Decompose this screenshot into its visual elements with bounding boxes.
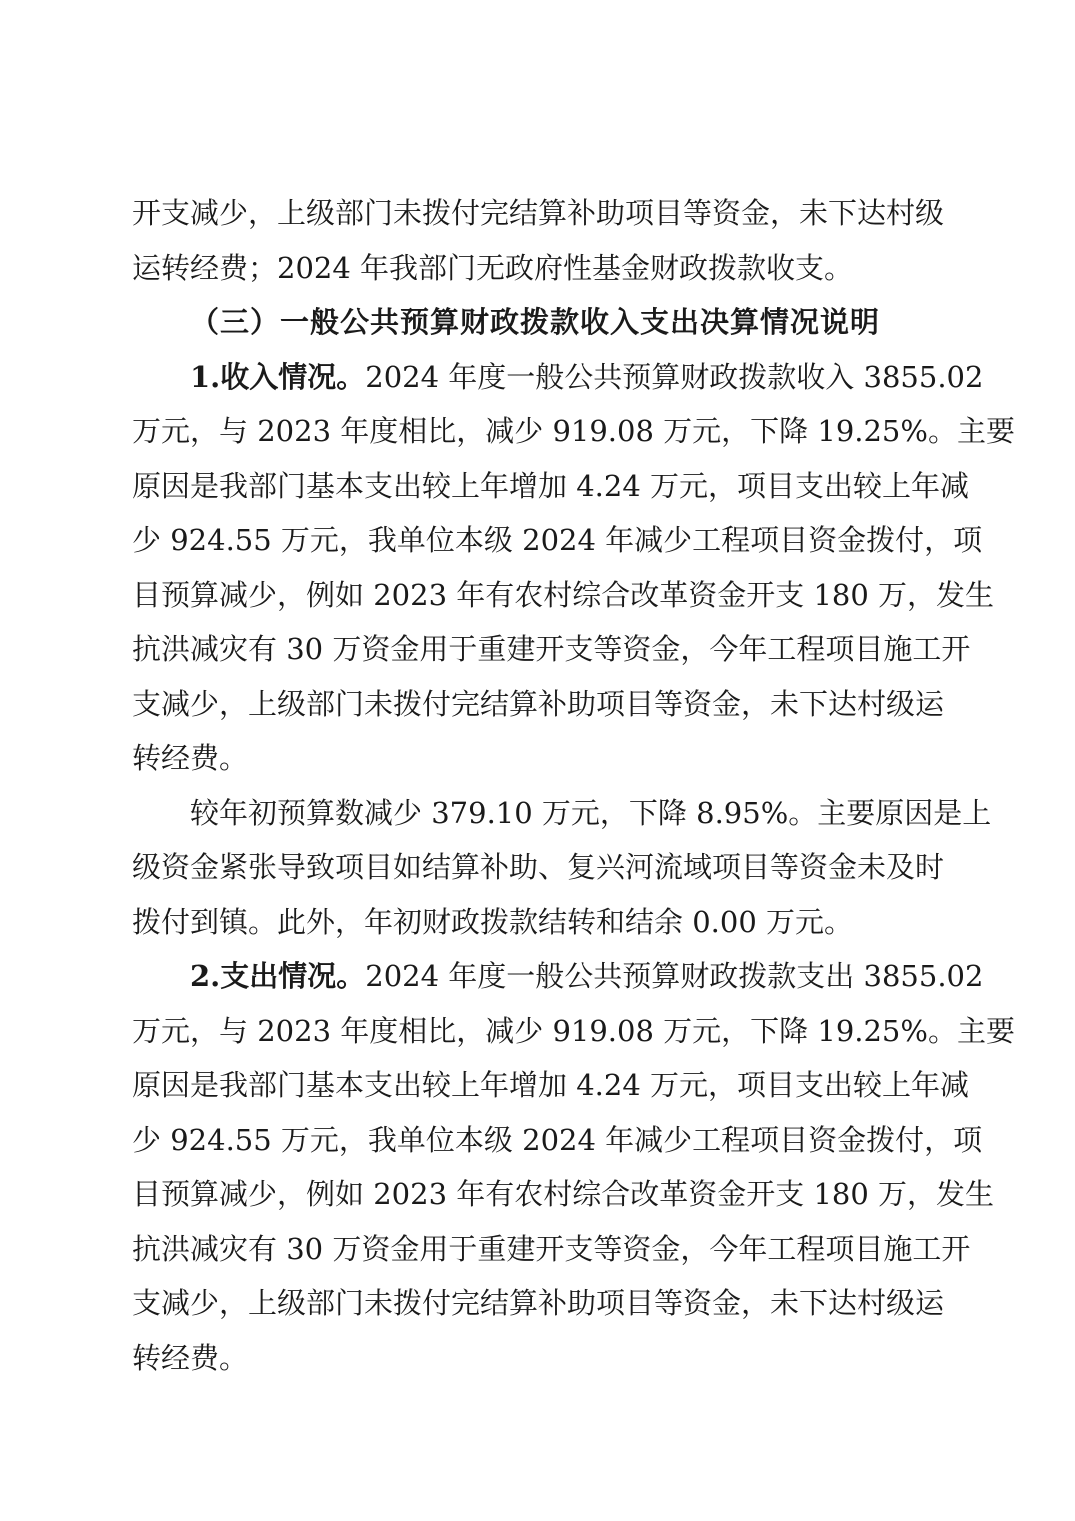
budget-compare-paragraph [132,786,992,950]
text-line: 拨付到镇。此外，年初财政拨款结转和结余 0.00 万元。 [132,904,854,939]
text-line: 万元，与 2023 年度相比，减少 919.08 万元，下降 19.25%。主要 [132,1013,1015,1048]
text-line: 支减少，上级部门未拨付完结算补助项目等资金，未下达村级运 [132,686,945,721]
text-line: 万元，与 2023 年度相比，减少 919.08 万元，下降 19.25%。主要 [132,414,1015,448]
text-line: 目预算减少，例如 2023 年有农村综合改革资金开支 180 万，发生 [132,577,995,612]
text-line: 转经费。 [132,1340,249,1375]
paragraph-first-line [132,949,984,1004]
paragraph-first-line: 较年初预算数减少 379.10 万元，下降 8.95%。主要原因是上 [190,795,992,830]
text-line: 原因是我部门基本支出较上年增加 4.24 万元，项目支出较上年减 [132,1068,970,1102]
expenditure-first-line-text: 2024 年度一般公共预算财政拨款支出 3855.02 [365,959,984,993]
text-line: 少 924.55 万元，我单位本级 2024 年减少工程项目资金拨付，项 [132,1122,983,1157]
expenditure-paragraph [132,949,1015,1385]
expenditure-lead: 2.支出情况。 [190,959,366,993]
carryover-paragraph [132,186,944,295]
document-page [132,186,1015,1385]
text-line: 级资金紧张导致项目如结算补助、复兴河流域项目等资金未及时 [132,850,945,884]
text-line: 抗洪减灾有 30 万资金用于重建开支等资金，今年工程项目施工开 [132,632,971,666]
section-heading: （三）一般公共预算财政拨款收入支出决算情况说明 [190,305,881,339]
text-line: 支减少，上级部门未拨付完结算补助项目等资金，未下达村级运 [132,1286,945,1320]
text-line: 原因是我部门基本支出较上年增加 4.24 万元，项目支出较上年减 [132,468,970,503]
paragraph-first-line [132,350,984,405]
text-line: 目预算减少，例如 2023 年有农村综合改革资金开支 180 万，发生 [132,1177,995,1211]
text-line: 开支减少，上级部门未拨付完结算补助项目等资金，未下达村级 [132,196,945,230]
income-lead: 1.收入情况。 [190,359,366,394]
text-line: 抗洪减灾有 30 万资金用于重建开支等资金，今年工程项目施工开 [132,1231,971,1266]
text-line: 转经费。 [132,741,249,775]
text-line: 运转经费；2024 年我部门无政府性基金财政拨款收支。 [132,250,854,285]
text-line: 少 924.55 万元，我单位本级 2024 年减少工程项目资金拨付，项 [132,523,983,557]
income-paragraph [132,350,1015,786]
income-first-line-text: 2024 年度一般公共预算财政拨款收入 3855.02 [365,359,984,394]
